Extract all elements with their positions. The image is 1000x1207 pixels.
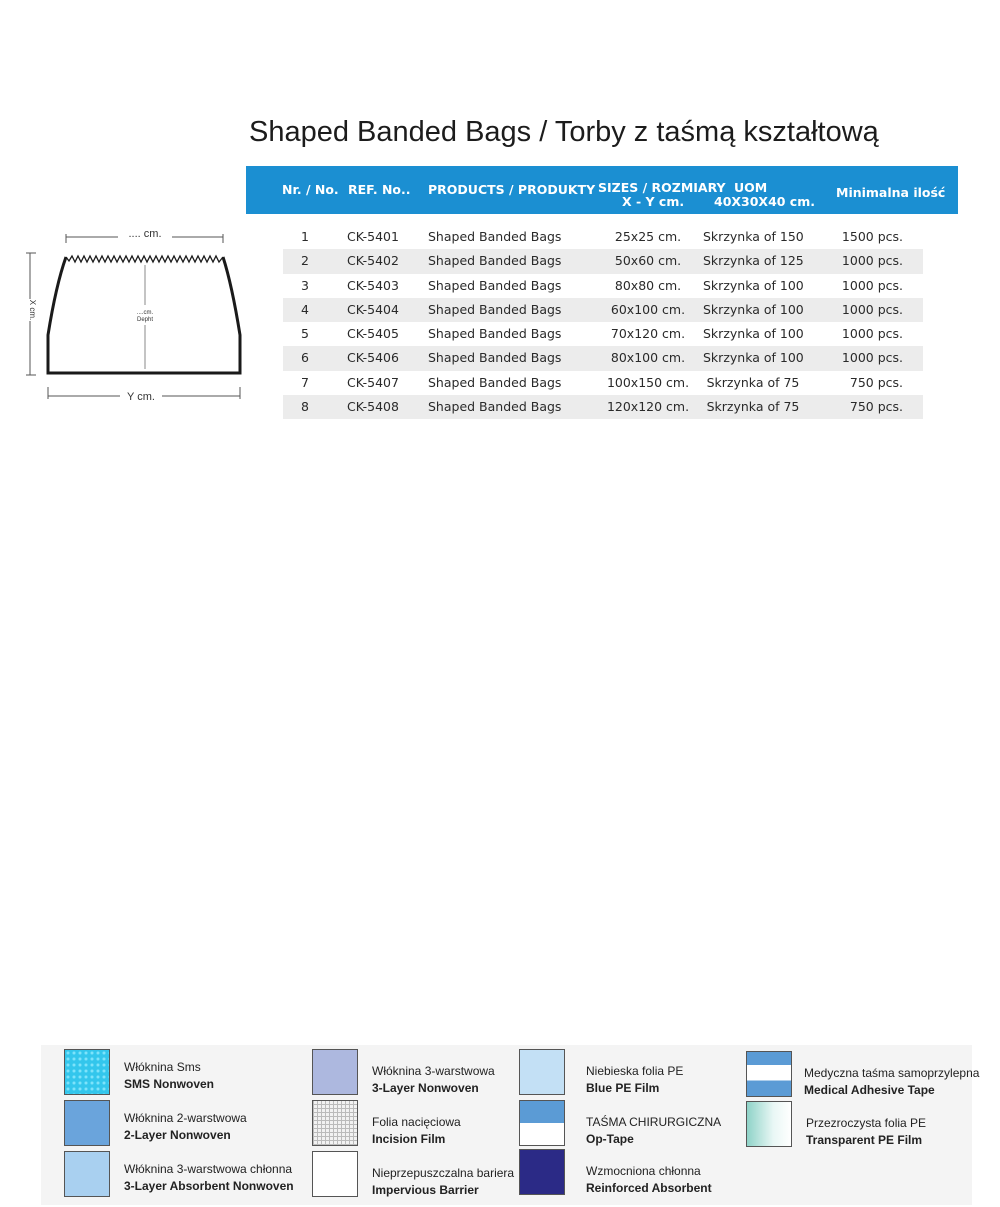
table-row <box>283 249 923 273</box>
cell-uom: Skrzynka of 125 <box>703 253 804 269</box>
legend-pl: Włóknina 3-warstwowa <box>372 1064 495 1078</box>
cell-ref: CK-5406 <box>347 350 399 366</box>
cell-uom: Skrzynka of 75 <box>706 399 800 415</box>
cell-min: 1500 pcs. <box>841 229 903 244</box>
cell-size: 25x25 cm. <box>614 229 682 244</box>
impervious-barrier-swatch <box>312 1151 358 1197</box>
cell-uom: Skrzynka of 100 <box>703 326 804 342</box>
cell-ref: CK-5402 <box>347 253 399 269</box>
cell-uom: Skrzynka of 100 <box>703 277 804 293</box>
diagram-top-label: .... cm. <box>128 228 162 240</box>
cell-ref: CK-5404 <box>347 301 399 317</box>
cell-nr: 8 <box>301 399 309 415</box>
cell-min: 1000 pcs. <box>841 301 903 317</box>
2-layer-nonwoven-swatch <box>64 1100 110 1146</box>
legend-en: 3-Layer Nonwoven <box>372 1081 479 1095</box>
cell-size: 120x120 cm. <box>606 399 690 415</box>
legend-en: 3-Layer Absorbent Nonwoven <box>124 1179 294 1193</box>
cell-nr: 6 <box>301 350 309 366</box>
legend-pl: Niebieska folia PE <box>586 1064 684 1078</box>
transparent-pe-film-swatch <box>746 1101 792 1147</box>
table-row <box>283 322 923 346</box>
table-row <box>283 298 923 322</box>
cell-min: 750 pcs. <box>849 399 903 415</box>
cell-ref: CK-5405 <box>347 326 399 342</box>
cell-size: 50x60 cm. <box>614 253 682 269</box>
header-products: PRODUCTS / PRODUKTY <box>428 182 596 197</box>
header-ref: REF. No.. <box>348 182 411 197</box>
cell-product: Shaped Banded Bags <box>428 301 562 317</box>
cell-size: 60x100 cm. <box>610 301 686 317</box>
cell-size: 100x150 cm. <box>606 374 690 390</box>
cell-product: Shaped Banded Bags <box>428 229 562 244</box>
cell-ref: CK-5403 <box>347 277 399 293</box>
table-body <box>283 225 923 419</box>
diagram-y-label: Y cm. <box>127 391 155 403</box>
cell-nr: 7 <box>301 374 309 390</box>
header-nr: Nr. / No. <box>282 182 339 197</box>
legend-pl: TAŚMA CHIRURGICZNA <box>586 1115 722 1129</box>
legend-en: Impervious Barrier <box>372 1183 479 1197</box>
legend-pl: Przezroczysta folia PE <box>806 1116 927 1130</box>
header-min: Minimalna ilość <box>836 185 946 200</box>
legend-en: Incision Film <box>372 1132 446 1146</box>
cell-ref: CK-5407 <box>347 374 399 390</box>
header-uom-line2: 40X30X40 cm. <box>714 194 815 209</box>
cell-min: 1000 pcs. <box>841 326 903 342</box>
legend-en: Reinforced Absorbent <box>586 1181 712 1195</box>
cell-product: Shaped Banded Bags <box>428 374 562 390</box>
legend-pl: Włóknina 3-warstwowa chłonna <box>124 1162 293 1176</box>
cell-size: 70x120 cm. <box>610 326 686 342</box>
elastic-band <box>66 256 223 262</box>
legend-pl: Folia nacięciowa <box>372 1115 461 1129</box>
cell-min: 750 pcs. <box>849 374 903 390</box>
legend-pl: Włóknina Sms <box>124 1060 201 1074</box>
table-row <box>283 346 923 370</box>
cell-uom: Skrzynka of 100 <box>703 301 804 317</box>
legend-pl: Medyczna taśma samoprzylepna <box>804 1066 980 1080</box>
op-tape-swatch <box>519 1100 565 1146</box>
3-layer-absorbent-swatch <box>64 1151 110 1197</box>
blue-pe-film-swatch <box>519 1049 565 1095</box>
table-row <box>283 371 923 395</box>
header-sizes-line1: SIZES / ROZMIARY <box>598 180 726 195</box>
cell-product: Shaped Banded Bags <box>428 277 562 293</box>
cell-uom: Skrzynka of 75 <box>706 374 800 390</box>
reinforced-absorbent-swatch <box>519 1149 565 1195</box>
cell-min: 1000 pcs. <box>841 277 903 293</box>
cell-ref: CK-5408 <box>347 399 399 415</box>
sms-nonwoven-swatch <box>64 1049 110 1095</box>
cell-nr: 3 <box>301 277 309 293</box>
header-uom-line1: UOM <box>734 180 768 195</box>
legend-pl: Wzmocniona chłonna <box>586 1164 701 1178</box>
cell-nr: 2 <box>301 253 309 269</box>
table-row <box>283 225 923 249</box>
cell-product: Shaped Banded Bags <box>428 326 562 342</box>
cell-nr: 1 <box>301 229 309 244</box>
table-header <box>246 166 958 214</box>
cell-uom: Skrzynka of 100 <box>703 350 804 366</box>
diagram-x-label: X cm. <box>28 299 37 321</box>
legend-en: 2-Layer Nonwoven <box>124 1128 231 1142</box>
cell-size: 80x80 cm. <box>614 277 682 293</box>
cell-size: 80x100 cm. <box>610 350 686 366</box>
header-sizes-line2: X - Y cm. <box>622 194 685 209</box>
cell-product: Shaped Banded Bags <box>428 399 562 415</box>
diagram-depth-label-2: Depht <box>136 317 154 323</box>
legend-en: Transparent PE Film <box>806 1133 923 1147</box>
3-layer-nonwoven-swatch <box>312 1049 358 1095</box>
legend-en: Blue PE Film <box>586 1081 660 1095</box>
table-row <box>283 274 923 298</box>
cell-uom: Skrzynka of 150 <box>703 229 804 244</box>
cell-nr: 4 <box>301 301 309 317</box>
cell-nr: 5 <box>301 326 309 342</box>
cell-min: 1000 pcs. <box>841 350 903 366</box>
page-title: Shaped Banded Bags / Torby z taśmą kształtową <box>249 116 879 148</box>
legend-en: SMS Nonwoven <box>124 1077 215 1091</box>
legend-en: Op-Tape <box>586 1132 634 1146</box>
cell-product: Shaped Banded Bags <box>428 253 562 269</box>
incision-film-swatch <box>312 1100 358 1146</box>
table-row <box>283 395 923 419</box>
cell-ref: CK-5401 <box>347 229 399 244</box>
medical-adhesive-tape-swatch <box>746 1051 792 1097</box>
cell-min: 1000 pcs. <box>841 253 903 269</box>
legend-pl: Włóknina 2-warstwowa <box>124 1111 247 1125</box>
legend-pl: Nieprzepuszczalna bariera <box>372 1166 515 1180</box>
diagram-depth-label-1: ....cm. <box>136 310 154 316</box>
bag-diagram <box>20 225 260 405</box>
legend-en: Medical Adhesive Tape <box>804 1083 935 1097</box>
material-legend <box>41 1045 980 1205</box>
cell-product: Shaped Banded Bags <box>428 350 562 366</box>
